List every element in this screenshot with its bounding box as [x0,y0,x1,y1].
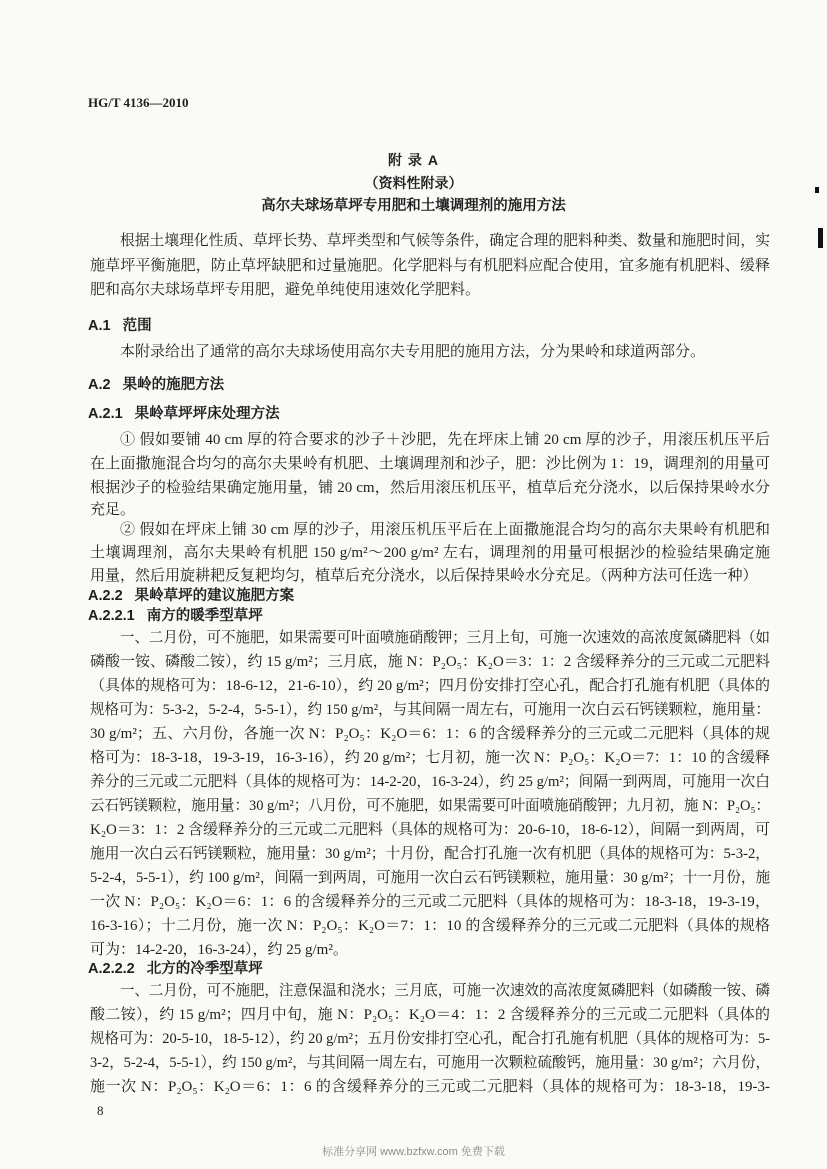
line-text: 施草坪平衡施肥，防止草坪缺肥和过量施肥。化学肥料与有机肥料应配合使用，宜多施有机肥料、缓释 [90,258,770,274]
section-number: A.2 [88,377,111,393]
method1-line [90,500,770,520]
section-title: 南方的暖季型草坪 [146,608,263,624]
section-a2-heading [88,375,224,395]
south-paragraph-line [90,724,770,744]
south-paragraph-line [90,652,770,672]
section-title: 北方的冷季型草坪 [146,961,263,977]
south-paragraph-line [90,940,770,960]
north-paragraph-line [120,981,770,1001]
line-text: 酸二铵），约 15 g/m²；四月中旬，施 N：P₂O₅：K₂O＝4：1：2 含缓释养分的三元或二元肥料（具体的 [90,1007,770,1023]
method1-line [90,454,770,474]
line-text: 5-2-4，5-5-1），约 100 g/m²，间隔一到两周，可施用一次白云石钙镁颗粒，施用量：30 g/m²；十一月份，施 [90,870,770,886]
scan-artifact [815,187,819,193]
line-text: K₂O＝3：1：2 含缓释养分的三元或二元肥料（具体的规格可为：20-6-10，18-6-12），间隔一到两周，可 [90,822,770,838]
section-number: A.1 [88,318,111,334]
line-text: ② 假如在坪床上铺 30 cm 厚的沙子，用滚压机压平后在上面撒施混合均匀的高尔夫果岭有机肥和 [120,522,770,538]
line-text: 养分的三元或二元肥料（具体的规格可为：14-2-20，16-3-24），约 25 g/m²；间隔一到两周，可施用一次白 [90,774,770,790]
line-text: 3-2，5-2-4，5-5-1），约 150 g/m²，与其间隔一周左右，可施用一次颗粒硫酸钙，施用量：30 g/m²；六月份， [90,1055,770,1071]
line-text: （具体的规格可为：18-6-12，21-6-10），约 20 g/m²；四月份安排打空心孔，配合打孔施有机肥（具体的 [90,678,770,694]
section-title: 果岭的施肥方法 [122,377,225,393]
annex-category: （资料性附录） [364,175,463,191]
section-a2-2-heading [88,586,294,606]
section-number: A.2.2.1 [88,608,135,624]
section-number: A.2.2.2 [88,961,135,977]
line-text: 规格可为：20-5-10，18-5-12），约 20 g/m²；五月份安排打空心孔，配合打孔施有机肥（具体的规格可为：5- [90,1031,770,1047]
line-text: 一、二月份，可不施肥，如果需要可叶面喷施硝酸钾；三月上旬，可施一次速效的高浓度氮磷肥料（如 [120,630,770,646]
section-a2-2-1-heading [88,606,263,626]
line-text: 可为：14-2-20，16-3-24），约 25 g/m²。 [90,942,348,958]
line-text: 16-3-16）；十二月份，施一次 N：P₂O₅：K₂O＝7：1：10 的含缓释养分的三元或二元肥料（具体的规格 [90,918,770,934]
section-a1-paragraph-line [120,342,770,362]
line-text: ① 假如要铺 40 cm 厚的符合要求的沙子＋沙肥，先在坪床上铺 20 cm 厚的沙子，用滚压机压平后 [120,432,770,448]
section-number: A.2.2 [88,588,123,604]
south-paragraph-line [90,844,770,864]
line-text: 肥和高尔夫球场草坪专用肥，避免单纯使用速效化学肥料。 [90,282,481,298]
line-text: 一、二月份，可不施肥，注意保温和浇水；三月底，可施一次速效的高浓度氮磷肥料（如磷酸一铵、磷 [120,983,770,999]
line-text: 规格可为：5-3-2，5-2-4，5-5-1），约 150 g/m²，与其间隔一周左右，可施用一次白云石钙镁颗粒，施用量： [90,702,770,718]
method2-line [90,543,770,563]
line-text: 土壤调理剂，高尔夫果岭有机肥 150 g/m²～200 g/m² 左右，调理剂的用量可根据沙的检验结果确定施 [90,545,770,561]
south-paragraph-line [90,796,770,816]
line-text: 根据土壤理化性质、草坪长势、草坪类型和气候等条件，确定合理的肥料种类、数量和施肥时间，实 [120,233,770,249]
south-paragraph-line [90,892,770,912]
section-number: A.2.1 [88,406,123,422]
north-paragraph-line [90,1053,770,1073]
north-paragraph-line [90,1077,770,1097]
scan-artifact [818,228,823,248]
annex-title: 高尔夫球场草坪专用肥和土壤调理剂的施用方法 [261,198,566,214]
method2-line [90,566,770,586]
method1-line [120,430,770,450]
line-text: 一次 N：P₂O₅：K₂O＝6：1：6 的含缓释养分的三元或二元肥料（具体的规格可为：18-3-18，19-3-19， [90,894,770,910]
line-text: 施一次 N：P₂O₅：K₂O＝6：1：6 的含缓释养分的三元或二元肥料（具体的规格可为：18-3-18，19-3- [90,1079,770,1095]
south-paragraph-line [90,820,770,840]
north-paragraph-line [90,1029,770,1049]
section-title: 范围 [122,318,152,334]
section-title: 果岭草坪坪床处理方法 [134,406,280,422]
method1-line [90,478,770,498]
line-text: 本附录给出了通常的高尔夫球场使用高尔夫专用肥的施用方法，分为果岭和球道两部分。 [120,344,706,360]
line-text: 云石钙镁颗粒，施用量：30 g/m²；八月份，可不施肥，如果需要可叶面喷施硝酸钾；九月初，施 N：P₂O₅： [90,798,770,814]
south-paragraph-line [120,628,770,648]
south-paragraph-line [90,772,770,792]
line-text: 用量，然后用旋耕耙反复耙均匀，植草后充分浇水，以后保持果岭水分充足。（两种方法可任选一种） [90,568,758,584]
south-paragraph-line [90,676,770,696]
method2-line [120,520,770,540]
south-paragraph-line [90,748,770,768]
intro-paragraph-line [120,231,770,251]
line-text: 施用一次白云石钙镁颗粒，施用量：30 g/m²；十月份，配合打孔施一次有机肥（具体的规格可为：5-3-2， [90,846,770,862]
line-text: 格可为：18-3-18，19-3-19，16-3-16），约 20 g/m²；七月初，施一次 N：P₂O₅：K₂O＝7：1：10 的含缓释 [90,750,770,766]
south-paragraph-line [90,916,770,936]
watermark: 标准分享网 www.bzfxw.com 免费下载 [322,1146,505,1158]
line-text: 磷酸一铵、磷酸二铵），约 15 g/m²；三月底，施 N：P₂O₅：K₂O＝3：1：2 含缓释养分的三元或二元肥料 [90,654,770,670]
section-a2-1-heading [88,404,280,424]
annex-label: 附 录 A [388,152,439,168]
document-code: HG/T 4136—2010 [88,95,189,110]
south-paragraph-line [90,700,770,720]
intro-paragraph-line [90,280,770,300]
intro-paragraph-line [90,256,770,276]
page-number: 8 [97,1103,104,1118]
line-text: 在上面撒施混合均匀的高尔夫果岭有机肥、土壤调理剂和沙子，肥：沙比例为 1：19，调理剂的用量可 [90,456,770,472]
south-paragraph-line [90,868,770,888]
line-text: 30 g/m²；五、六月份，各施一次 N：P₂O₅：K₂O＝6：1：6 的含缓释养分的三元或二元肥料（具体的规 [90,726,770,742]
line-text: 充足。 [90,502,136,518]
line-text: 根据沙子的检验结果确定施用量，铺 20 cm，然后用滚压机压平，植草后充分浇水，以后保持果岭水分 [90,480,770,496]
section-a2-2-2-heading [88,959,263,979]
north-paragraph-line [90,1005,770,1025]
section-a1-heading [88,316,152,336]
section-title: 果岭草坪的建议施肥方案 [134,588,295,604]
